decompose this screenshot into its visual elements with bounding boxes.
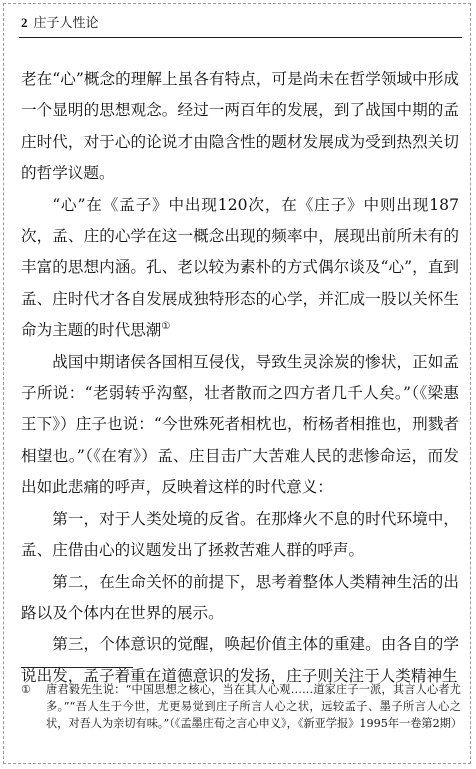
paragraph-3: 战国中期诸侯各国相互侵伐，导致生灵涂炭的惨状，正如孟子所说：“老弱转乎沟壑，壮者散而之四方者几千人矣。”（《梁惠王下》）庄子也说：“今世殊死者相枕也，桁杨者相推也，刑戮者相望也。”（《在宥》）孟、庄目击广大苦难人民的悲惨命运，而发出如此悲痛的呼声，反映着这样的时代意义： [21, 352, 459, 497]
book-title: 庄子人性论 [33, 16, 99, 31]
header-rule [19, 37, 462, 38]
page-number: 2 [21, 15, 28, 30]
body-text [21, 64, 459, 692]
paragraph-1: 老在“心”概念的理解上虽各有特点，可是尚未在哲学领域中形成一个显明的思想观念。经过一两百年的发展，到了战国中期的孟庄时代，对于心的论说才由隐含性的题材发展成为受到热烈关切的哲学议题。 [21, 70, 459, 183]
book-page [3, 3, 471, 764]
paragraph-5: 第二，在生命关怀的前提下，思考着整体人类精神生活的出路以及个体内在世界的展示。 [21, 572, 459, 622]
footnote-label: ① [21, 683, 32, 696]
paragraph-2 [21, 190, 459, 347]
paragraph-2-text: “心”在《孟子》中出现120次，在《庄子》中则出现187次，孟、庄的心学在这一概念出现的频率中，展现出前所未有的丰富的思想内涵。孔、老以较为素朴的方式偶尔谈及“心”，直到孟、庄时代才各自发展成独特形态的心学，并汇成一股以关怀生命为主题的时代思潮 [21, 195, 459, 340]
paragraph-6: 第三，个体意识的觉醒，唤起价值主体的重建。由各自的学说出发，孟子着重在道德意识的发扬，庄子则关注于人类精神生 [21, 635, 459, 685]
footnote-text: 唐君毅先生说：“中国思想之核心，当在其人心观……道家庄子一派，其言人心者尤多。”“吾人生于今世，尤更易觉到庄子所言人心之状，远较孟子、墨子所言人心之状，对吾人为亲切有味。”（《孟墨庄荀之言心申义》，《新亚学报》1995年一卷第2期） [46, 683, 463, 730]
running-header [21, 15, 99, 32]
footnote-rule [21, 667, 133, 668]
paragraph-4: 第一，对于人类处境的反省。在那烽火不息的时代环境中，孟、庄借由心的议题发出了拯救苦难人群的呼声。 [21, 509, 459, 560]
footnote [21, 681, 461, 732]
footnote-reference-mark[interactable]: ① [161, 321, 171, 333]
